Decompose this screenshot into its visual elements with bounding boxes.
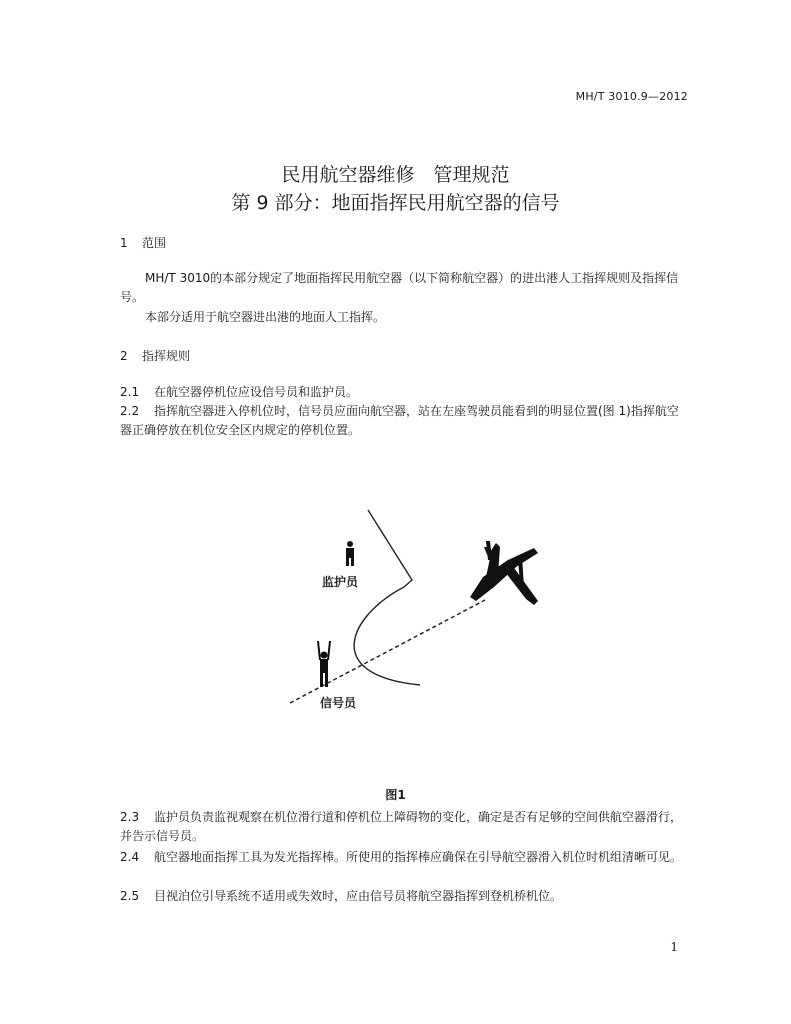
clause-text: 目视泊位引导系统不适用或失效时，应由信号员将航空器指挥到登机桥机位。	[154, 889, 563, 903]
clause-text: 监护员负责监视观察在机位滑行道和停机位上障碍物的变化，确定是否有足够的空间供航空器滑行，并告示信号员。	[120, 810, 683, 843]
standard-code: MH/T 3010.9—2012	[575, 90, 688, 103]
signalman-label: 信号员	[320, 696, 357, 710]
safety-zone-arc	[354, 587, 420, 685]
taxi-boundary-line	[368, 510, 412, 587]
section-title: 指挥规则	[142, 349, 191, 363]
clause-number: 2.3	[120, 810, 140, 824]
clause-text: 航空器地面指挥工具为发光指挥棒。所使用的指挥棒应确保在引导航空器滑入机位时机组清晰可见。	[154, 850, 683, 864]
clause-2-1	[120, 383, 690, 402]
section-1-paragraph-2: 本部分适用于航空器进出港的地面人工指挥。	[145, 310, 386, 324]
section-2-heading	[120, 347, 690, 366]
figure-1-diagram	[280, 505, 560, 735]
clause-2-2	[120, 402, 690, 440]
monitor-label: 监护员	[322, 575, 359, 589]
clause-2-3	[120, 808, 690, 846]
signalman-person-icon	[318, 641, 330, 687]
clause-2-5	[120, 887, 690, 906]
clause-number: 2.1	[120, 385, 140, 399]
section-number: 2	[120, 349, 128, 363]
clause-text: 在航空器停机位应设信号员和监护员。	[154, 385, 359, 399]
section-number: 1	[120, 236, 128, 250]
document-title: 民用航空器维修 管理规范	[281, 164, 510, 186]
monitor-person-icon	[346, 541, 354, 566]
clause-text: 指挥航空器进入停机位时，信号员应面向航空器，站在左座驾驶员能看到的明显位置(图 1)指挥航空器正确停放在机位安全区内规定的停机位置。	[120, 404, 679, 437]
document-subtitle: 第 9 部分：地面指挥民用航空器的信号	[231, 192, 560, 214]
page-number: 1	[670, 940, 678, 954]
section-1-paragraph-1: MH/T 3010的本部分规定了地面指挥民用航空器（以下简称航空器）的进出港人工指挥规则及指挥信号。	[120, 271, 679, 304]
section-1-heading	[120, 234, 690, 253]
figure-caption: 图1	[385, 788, 406, 802]
clause-2-4	[120, 848, 690, 867]
section-title: 范围	[142, 236, 167, 250]
clause-number: 2.2	[120, 404, 140, 418]
clause-number: 2.4	[120, 850, 140, 864]
clause-number: 2.5	[120, 889, 140, 903]
aircraft-icon	[470, 541, 538, 605]
